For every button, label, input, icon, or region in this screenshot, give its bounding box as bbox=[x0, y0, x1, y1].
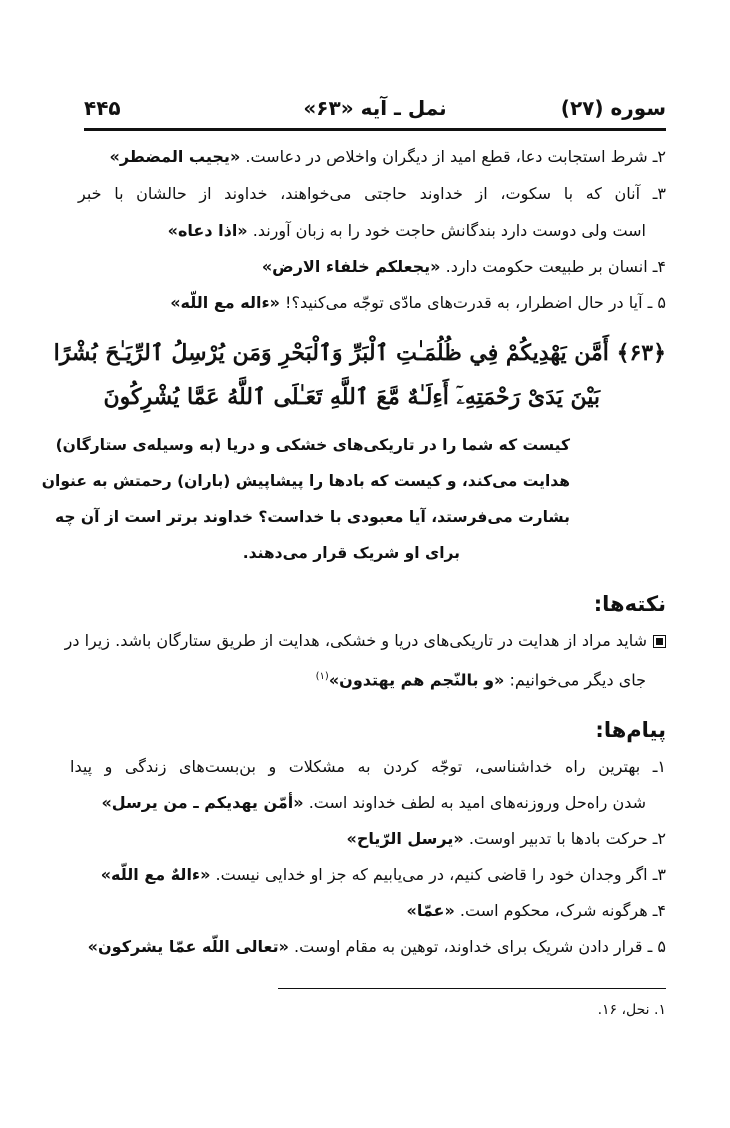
footnote: ۱. نحل، ۱۶. bbox=[597, 1002, 666, 1018]
message-1 bbox=[70, 756, 666, 778]
intro-point-ref: «ءاله مع اللّه» bbox=[170, 293, 280, 312]
intro-point-ref: «اذا دعاه» bbox=[167, 221, 248, 240]
message-text: ۱ـ بهترین راه خداشناسی، توجّه کردن به مشکلات و بن‌بست‌های زندگی و پیدا bbox=[70, 757, 666, 776]
intro-point-text: ۵ ـ آیا در حال اضطرار، به قدرت‌های مادّی توجّه می‌کنید؟! bbox=[285, 293, 666, 312]
intro-point-text: ۴ـ انسان بر طبیعت حکومت دارد. bbox=[445, 257, 666, 276]
message-2 bbox=[347, 828, 667, 850]
message-text: ۲ـ حرکت بادها با تدبیر اوست. bbox=[468, 829, 666, 848]
header-rule bbox=[84, 128, 666, 131]
note-line-2 bbox=[316, 666, 646, 691]
intro-point-text: ۲ـ شرط استجابت دعا، قطع امید از دیگران واخلاص در دعاست. bbox=[245, 147, 666, 166]
message-ref: «أمّن یهدیکم ـ من یرسل» bbox=[101, 793, 304, 812]
intro-point-3-cont bbox=[168, 220, 646, 242]
footnote-rule bbox=[278, 988, 666, 989]
translation-line-4: برای او شریک قرار می‌دهند. bbox=[242, 544, 460, 562]
page-header bbox=[84, 96, 666, 126]
intro-point-2 bbox=[110, 146, 667, 168]
note-text: شاید مراد از هدایت در تاریکی‌های دریا و خشکی، هدایت از طریق ستارگان باشد. زیرا در bbox=[64, 631, 647, 650]
intro-point-text: است ولی دوست دارد بندگانش حاجت خود را به زبان آورند. bbox=[252, 221, 646, 240]
translation-line-1: کیست که شما را در تاریکی‌های خشکی و دریا (به وسیله‌ی ستارگان) bbox=[55, 436, 570, 454]
intro-point-text: ۳ـ آنان که با سکوت، از خداوند حاجتی می‌خواهند، خداوند از حالشان با خبر bbox=[78, 184, 666, 203]
message-text: شدن راه‌حل وروزنه‌های امید به لطف خداوند است. bbox=[308, 793, 646, 812]
square-bullet-icon bbox=[653, 635, 666, 648]
header-title: نمل ـ آیه «۶۳» bbox=[303, 96, 447, 120]
message-ref: «تعالی اللّه عمّا یشرکون» bbox=[87, 937, 289, 956]
message-4 bbox=[406, 900, 666, 922]
message-1-cont bbox=[101, 792, 646, 814]
intro-point-3 bbox=[78, 183, 666, 205]
message-text: ۵ ـ قرار دادن شریک برای خداوند، توهین به مقام اوست. bbox=[294, 937, 666, 956]
messages-heading: پیام‌ها: bbox=[595, 718, 666, 742]
header-surah: سوره (۲۷) bbox=[560, 96, 666, 120]
intro-point-ref: «یجیب المضطر» bbox=[109, 147, 241, 166]
note-text: جای دیگر می‌خوانیم: bbox=[509, 670, 646, 690]
note-ref: «و بالنّجم هم یهتدون» bbox=[328, 670, 505, 690]
message-ref: «عمّا» bbox=[406, 901, 455, 920]
footnote-marker: (۱) bbox=[315, 671, 329, 682]
translation-line-3: بشارت می‌فرستد، آیا معبودی با خداست؟ خداوند برتر است از آن چه bbox=[54, 508, 570, 526]
intro-point-5 bbox=[170, 292, 666, 314]
verse-line-2: بَيْنَ يَدَىْ رَحْمَتِهِۦٓ أَءِلَـٰهٌ مَّعَ ٱللَّهِ تَعَـٰلَى ٱللَّهُ عَمَّا يُشْرِكُونَ bbox=[103, 384, 600, 410]
message-ref: «ءالهٌ مع اللّه» bbox=[100, 865, 211, 884]
intro-point-4 bbox=[262, 256, 666, 278]
note-line-1 bbox=[64, 630, 666, 652]
translation-line-2: هدایت می‌کند، و کیست که بادها را پیشاپیش (باران) رحمتش به عنوان bbox=[41, 472, 570, 490]
verse-line-1: ﴿۶۳﴾ أَمَّن يَهْدِيكُمْ فِي ظُلُمَـٰتِ ٱلْبَرِّ وَٱلْبَحْرِ وَمَن يُرْسِلُ ٱلرِّيَـٰحَ بُشْرًا bbox=[53, 340, 666, 366]
message-5 bbox=[88, 936, 666, 958]
page-number: ۴۴۵ bbox=[84, 96, 121, 120]
message-text: ۳ـ اگر وجدان خود را قاضی کنیم، در می‌یابیم که جز او خدایی نیست. bbox=[215, 865, 666, 884]
message-text: ۴ـ هرگونه شرک، محکوم است. bbox=[459, 901, 666, 920]
notes-heading: نکته‌ها: bbox=[593, 592, 666, 616]
intro-point-ref: «یجعلکم خلفاء الارض» bbox=[261, 257, 441, 276]
message-3 bbox=[101, 864, 666, 886]
message-ref: «یرسل الرّیاح» bbox=[346, 829, 464, 848]
